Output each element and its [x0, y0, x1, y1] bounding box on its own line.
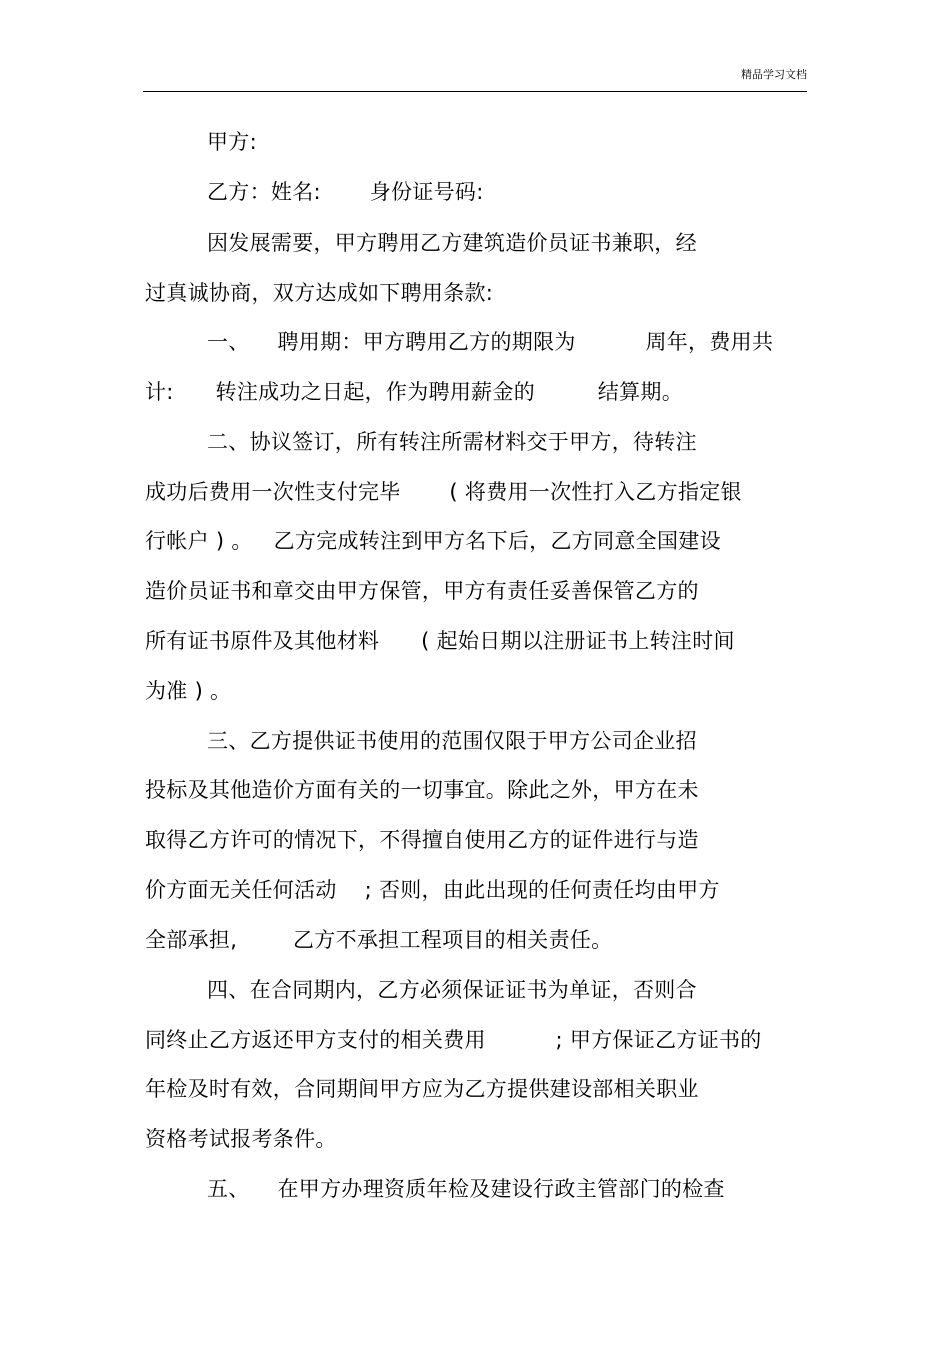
- header-label: 精品学习文档: [741, 68, 807, 81]
- party-b-line: 乙方：姓名: 身份证号码:: [207, 180, 484, 204]
- clause-3-line-4: 价方面无关任何活动 ; 否则，由此出现的任何责任均由甲方: [145, 878, 720, 902]
- clause-2-line-1: 二、协议签订，所有转注所需材料交于甲方，待转注: [207, 430, 697, 454]
- clause-2-line-2: 成功后费用一次性支付完毕 ( 将费用一次性打入乙方指定银: [145, 480, 742, 504]
- clause-1-line-1: 一、 聘用期：甲方聘用乙方的期限为 周年，费用共: [207, 330, 774, 354]
- clause-4-line-2: 同终止乙方返还甲方支付的相关费用 ; 甲方保证乙方证书的: [145, 1028, 762, 1052]
- intro-line-1: 因发展需要，甲方聘用乙方建筑造价员证书兼职，经: [207, 231, 697, 255]
- clause-4-line-3: 年检及时有效，合同期间甲方应为乙方提供建设部相关职业: [145, 1077, 699, 1101]
- clause-3-line-2: 投标及其他造价方面有关的一切事宜。除此之外，甲方在未: [145, 778, 699, 802]
- clause-3-line-5: 全部承担, 乙方不承担工程项目的相关责任。: [145, 928, 613, 952]
- clause-3-line-3: 取得乙方许可的情况下，不得擅自使用乙方的证件进行与造: [145, 828, 699, 852]
- clause-4-line-1: 四、在合同期内，乙方必须保证证书为单证，否则合: [207, 978, 697, 1002]
- clause-5-line-1: 五、 在甲方办理资质年检及建设行政主管部门的检查: [207, 1177, 725, 1201]
- clause-2-line-6: 为准 ) 。: [145, 679, 232, 703]
- intro-line-2: 过真诚协商，双方达成如下聘用条款:: [145, 281, 494, 305]
- party-a-line: 甲方:: [207, 130, 257, 154]
- clause-3-line-1: 三、乙方提供证书使用的范围仅限于甲方公司企业招: [207, 729, 697, 753]
- clause-2-line-5: 所有证书原件及其他材料 ( 起始日期以注册证书上转注时间: [145, 629, 735, 653]
- header-divider: [143, 91, 807, 92]
- clause-2-line-4: 造价员证书和章交由甲方保管，甲方有责任妥善保管乙方的: [145, 579, 699, 603]
- clause-1-line-2: 计: 转注成功之日起，作为聘用薪金的 结算期。: [145, 380, 684, 404]
- clause-4-line-4: 资格考试报考条件。: [145, 1127, 337, 1151]
- clause-2-line-3: 行帐户 ) 。 乙方完成转注到甲方名下后，乙方同意全国建设: [145, 529, 721, 553]
